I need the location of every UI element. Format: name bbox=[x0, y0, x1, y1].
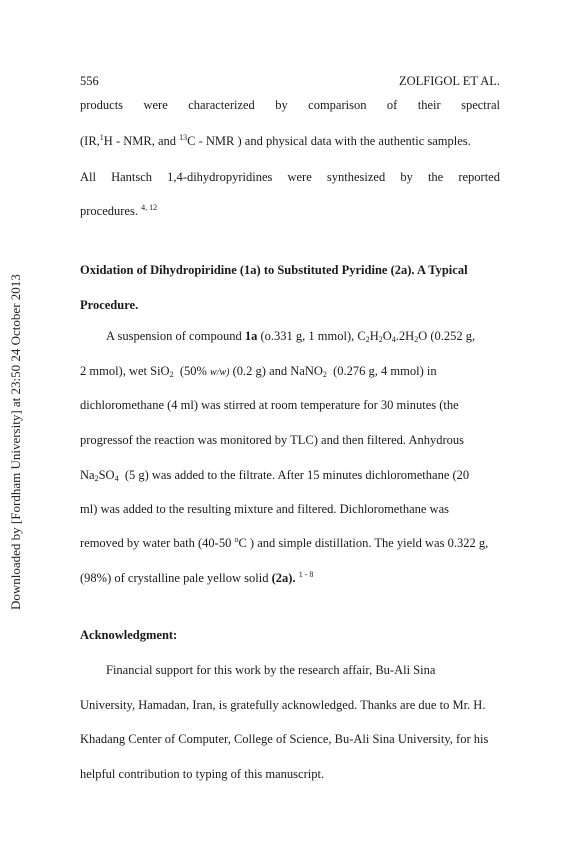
citation: 4, 12 bbox=[141, 203, 158, 212]
p3-line-1: Financial support for this work by the research affair, Bu-Ali Sina bbox=[106, 663, 436, 677]
p2-line-5 bbox=[80, 468, 500, 483]
section-heading: Oxidation of Dihydropiridine (1a) to Substituted Pyridine (2a). A Typical bbox=[80, 263, 468, 277]
text: (5 g) was added to the filtrate. After 15 minutes dichloromethane (20 bbox=[124, 468, 470, 482]
p1-line-4 bbox=[80, 204, 500, 219]
p1-line-3 bbox=[80, 170, 500, 185]
word: synthesized bbox=[326, 170, 386, 184]
text: (0.276 g, 4 mmol) in bbox=[333, 364, 437, 378]
p2-line-8 bbox=[80, 571, 500, 586]
subscript: 4 bbox=[391, 335, 396, 344]
superscript: 1 bbox=[99, 133, 104, 142]
text: removed by water bath (40-50 bbox=[80, 536, 232, 550]
word: by bbox=[275, 98, 288, 112]
p3-line-2: University, Hamadan, Iran, is gratefully acknowledged. Thanks are due to Mr. H. bbox=[80, 698, 486, 712]
text: 2 mmol), wet SiO bbox=[80, 364, 170, 378]
subscript: 2 bbox=[378, 335, 383, 344]
text: O (0.252 g, bbox=[418, 329, 476, 343]
degree-symbol: o bbox=[234, 535, 239, 544]
p1-line-2 bbox=[80, 134, 500, 149]
text: (0.2 g) and NaNO bbox=[232, 364, 323, 378]
page-number: 556 bbox=[80, 74, 99, 88]
subscript: 2 bbox=[414, 335, 419, 344]
italic-text: w/w) bbox=[210, 367, 230, 378]
word: reported bbox=[458, 170, 500, 184]
word: were bbox=[143, 98, 168, 112]
word: the bbox=[427, 170, 444, 184]
word: 1,4-dihydropyridines bbox=[167, 170, 273, 184]
word: Hantsch bbox=[111, 170, 153, 184]
subscript: 4 bbox=[114, 474, 119, 483]
citation: 1 - 8 bbox=[298, 570, 314, 579]
subscript: 2 bbox=[94, 474, 99, 483]
text: H - NMR, and bbox=[103, 134, 177, 148]
running-title: ZOLFIGOL ET AL. bbox=[398, 74, 500, 88]
p1-line-1 bbox=[80, 98, 500, 113]
text: (98%) of crystalline pale yellow solid bbox=[80, 571, 269, 585]
p3-line-3: Khadang Center of Computer, College of Science, Bu-Ali Sina University, for his bbox=[80, 732, 489, 746]
word: their bbox=[417, 98, 441, 112]
word: by bbox=[400, 170, 413, 184]
subscript: 2 bbox=[322, 370, 327, 379]
text: .2H bbox=[395, 329, 415, 343]
p2-line-6: ml) was added to the resulting mixture and filtered. Dichloromethane was bbox=[80, 502, 449, 516]
word: were bbox=[287, 170, 312, 184]
word: All bbox=[80, 170, 96, 184]
compound-label: (2a). bbox=[271, 571, 296, 585]
text: A suspension of compound bbox=[106, 329, 242, 343]
word: products bbox=[80, 98, 124, 112]
text: (IR, bbox=[80, 134, 100, 148]
p2-line-2 bbox=[80, 364, 500, 379]
text: SO bbox=[98, 468, 115, 482]
download-watermark: Downloaded by [Fordham University] at 23:50 24 October 2013 bbox=[8, 274, 23, 610]
text: O bbox=[382, 329, 392, 343]
text: (o.331 g, 1 mmol), C bbox=[260, 329, 366, 343]
p2-line-3: dichloromethane (4 ml) was stirred at room temperature for 30 minutes (the bbox=[80, 398, 459, 412]
compound-label: 1a bbox=[244, 329, 258, 343]
p2-line-4: progressof the reaction was monitored by TLC) and then filtered. Anhydrous bbox=[80, 433, 465, 447]
section-heading-cont: Procedure. bbox=[80, 298, 139, 312]
p2-line-1 bbox=[80, 329, 500, 344]
subscript: 2 bbox=[365, 335, 370, 344]
word: spectral bbox=[461, 98, 500, 112]
word: of bbox=[386, 98, 398, 112]
text: Na bbox=[80, 468, 95, 482]
subscript: 2 bbox=[169, 370, 174, 379]
superscript: 13 bbox=[179, 133, 188, 142]
p3-line-4: helpful contribution to typing of this manuscript. bbox=[80, 767, 325, 781]
acknowledgment-heading: Acknowledgment: bbox=[80, 628, 178, 642]
text: C ) and simple distillation. The yield was 0.322 g, bbox=[238, 536, 489, 550]
text: C - NMR ) and physical data with the authentic samples. bbox=[187, 134, 471, 148]
text: H bbox=[369, 329, 379, 343]
word: characterized bbox=[188, 98, 255, 112]
word: comparison bbox=[308, 98, 367, 112]
text: (50% bbox=[179, 364, 207, 378]
text: procedures. bbox=[80, 204, 138, 218]
p2-line-7 bbox=[80, 536, 500, 551]
